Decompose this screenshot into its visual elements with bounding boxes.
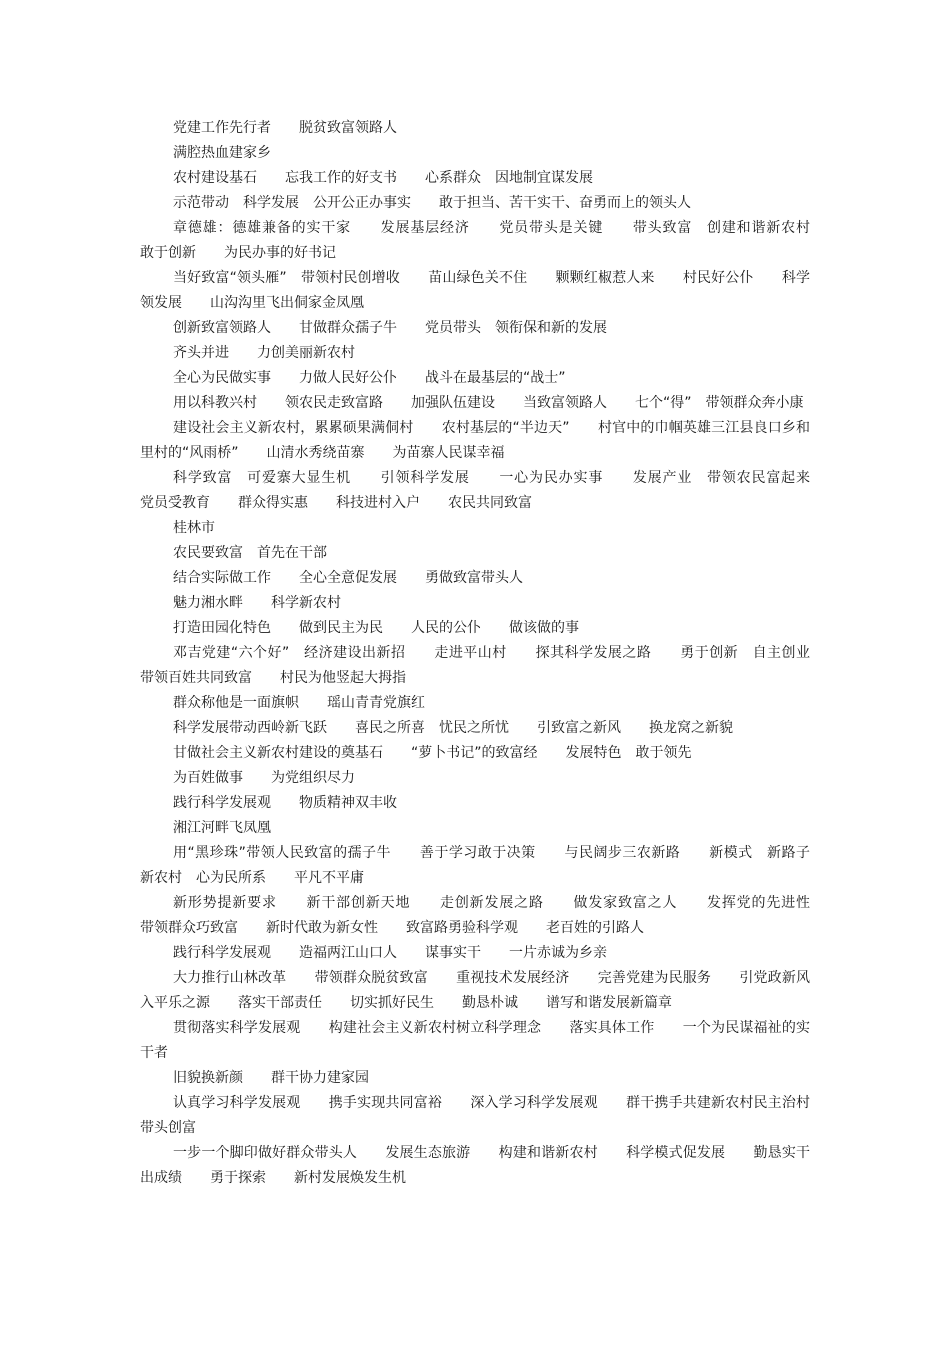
paragraph: 用以科教兴村 领农民走致富路 加强队伍建设 当致富领路人 七个“得” 带领群众奔小康: [173, 395, 804, 411]
paragraph: 建设社会主义新农村，累累硕果满侗村 农村基层的“半边天” 村官中的巾帼英雄三江县良口乡和里村的“风雨桥” 山清水秀绕苗寨 为苗寨人民谋幸福: [140, 420, 810, 461]
paragraph: 认真学习科学发展观 携手实现共同富裕 深入学习科学发展观 群干携手共建新农村民主治村 带头创富: [140, 1095, 824, 1136]
paragraph: 大力推行山林改革 带领群众脱贫致富 重视技术发展经济 完善党建为民服务 引党政新风 入平乐之源 落实干部责任 切实抓好民生 勤恳朴诚 谱写和谐发展新篇章: [140, 970, 824, 1011]
document-body: [140, 116, 838, 1191]
paragraph: 群众称他是一面旗帜 瑶山青青党旗红: [173, 695, 425, 711]
paragraph: 示范带动 科学发展 公开公正办事实 敢于担当、苦干实干、奋勇而上的领头人: [173, 195, 691, 211]
paragraph: 齐头并进 力创美丽新农村: [173, 345, 355, 361]
paragraph: 践行科学发展观 造福两江山口人 谋事实干 一片赤诚为乡亲: [173, 945, 607, 961]
paragraph: 邓吉党建“六个好” 经济建设出新招 走进平山村 探其科学发展之路 勇于创新 自主创业 带领百姓共同致富 村民为他竖起大拇指: [140, 645, 824, 686]
paragraph: 旧貌换新颜 群干协力建家园: [173, 1070, 369, 1086]
paragraph: 结合实际做工作 全心全意促发展 勇做致富带头人: [173, 570, 523, 586]
paragraph: 新形势提新要求 新干部创新天地 走创新发展之路 做发家致富之人 发挥党的先进性 带领群众巧致富 新时代敢为新女性 致富路勇验科学观 老百姓的引路人: [140, 895, 838, 936]
paragraph: 科学致富 可爱寨大显生机 引领科学发展 一心为民办实事 发展产业 带领农民富起来 党员受教育 群众得实惠 科技进村入户 农民共同致富: [140, 470, 838, 511]
paragraph: 践行科学发展观 物质精神双丰收: [173, 795, 397, 811]
paragraph: 桂林市: [173, 520, 215, 536]
paragraph: 科学发展带动西岭新飞跃 喜民之所喜 忧民之所忧 引致富之新风 换龙窝之新貌: [173, 720, 733, 736]
paragraph: 满腔热血建家乡: [173, 145, 271, 161]
paragraph: 农民要致富 首先在干部: [173, 545, 327, 561]
paragraph: 甘做社会主义新农村建设的奠基石 “萝卜书记”的致富经 发展特色 敢于领先: [173, 745, 692, 761]
paragraph: 打造田园化特色 做到民主为民 人民的公仆 做该做的事: [173, 620, 579, 636]
paragraph: 当好致富“领头雁” 带领村民创增收 苗山绿色关不住 颗颗红椒惹人来 村民好公仆 科学领发展 山沟沟里飞出侗家金凤凰: [140, 270, 810, 311]
paragraph: 农村建设基石 忘我工作的好支书 心系群众 因地制宜谋发展: [173, 170, 593, 186]
paragraph: 魅力湘水畔 科学新农村: [173, 595, 341, 611]
paragraph: 全心为民做实事 力做人民好公仆 战斗在最基层的“战士”: [173, 370, 566, 386]
paragraph: 湘江河畔飞凤凰: [173, 820, 271, 836]
paragraph: 用“黑珍珠”带领人民致富的孺子牛 善于学习敢于决策 与民阔步三农新路 新模式 新路子 新农村 心为民所系 平凡不平庸: [140, 845, 824, 886]
paragraph: 贯彻落实科学发展观 构建社会主义新农村树立科学理念 落实具体工作 一个为民谋福祉的实干者: [140, 1020, 810, 1061]
paragraph: 章德雄：德雄兼备的实干家 发展基层经济 党员带头是关键 带头致富 创建和谐新农村 敢于创新 为民办事的好书记: [140, 220, 838, 261]
paragraph: 创新致富领路人 甘做群众孺子牛 党员带头 领衔保和新的发展: [173, 320, 607, 336]
paragraph: 党建工作先行者 脱贫致富领路人: [173, 120, 397, 136]
paragraph: 一步一个脚印做好群众带头人 发展生态旅游 构建和谐新农村 科学模式促发展 勤恳实干出成绩 勇于探索 新村发展焕发生机: [140, 1145, 810, 1186]
paragraph: 为百姓做事 为党组织尽力: [173, 770, 355, 786]
